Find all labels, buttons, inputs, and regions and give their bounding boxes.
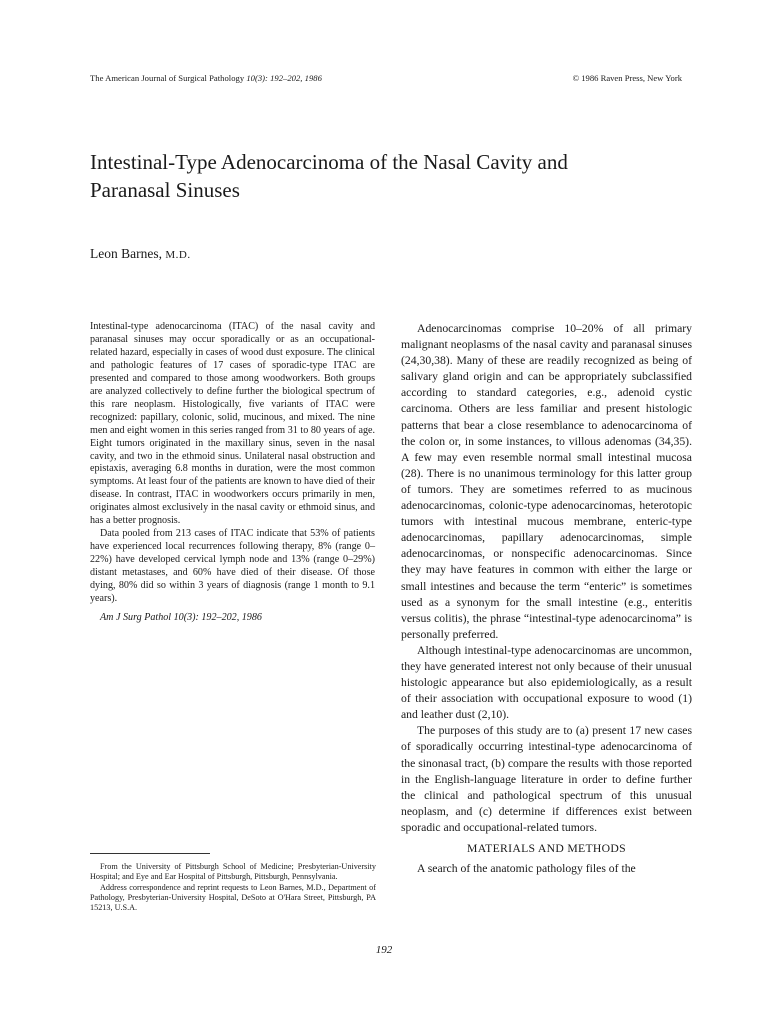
author-degree: M.D. xyxy=(165,249,191,261)
page-number: 192 xyxy=(375,944,393,956)
section-heading: MATERIALS AND METHODS xyxy=(467,842,626,855)
abstract xyxy=(90,321,375,625)
footnote-affiliation: From the University of Pittsburgh School of Medicine; Presbyterian-University Hospital; and Eye and Ear Hospital of Pittsburgh, Pittsburgh, Pennsylvania. xyxy=(90,862,376,882)
running-header-journal xyxy=(90,73,322,83)
body-paragraph: A search of the anatomic pathology files of the xyxy=(417,862,636,876)
body-paragraph: The purposes of this study are to (a) present 17 new cases of sporadically occurring intestinal-type adenocarcinoma of the sinonasal tract, (b) compare the results with those reported in the English-language literature in order to define further the clinical and pathological spectrum of this unusual neoplasm, and (c) determine if differences exist between sporadic and occupational-related tumors. xyxy=(401,724,692,834)
body-paragraph: Adenocarcinomas comprise 10–20% of all primary malignant neoplasms of the nasal cavity and paranasal sinuses (24,30,38). Many of these are readily recognized as being of salivary gland origin and can be appropriately subclassified according to standard categories, e.g., adenoid cystic carcinoma. Others are less familiar and present histologic patterns that bear a close resemblance to adenocarcinoma of the colon or, in some instances, to villous adenomas (34,35). A few may even resemble normal small intestinal mucosa (28). There is no unanimous terminology for this latter group of tumors. They are sometimes referred to as mucinous adenocarcinomas, colonic-type adenocarcinomas, heterotopic tumors with intestinal mucous membrane, enteric-type adenocarcinomas, papillary adenocarcinomas, simple adenocarcinomas, or nonspecific adenocarcinomas. Since they may have features in common with either the large or small intestines and because the term “enteric” is sometimes used as a synonym for the small intestine (e.g., enteritis versus colitis), the phrase “intestinal-type adenocarcinoma” is personally preferred. xyxy=(401,322,692,641)
article-title: Intestinal-Type Adenocarcinoma of the Nasal Cavity and Paranasal Sinuses xyxy=(90,150,568,202)
journal-issue: 10(3): 192–202, 1986 xyxy=(246,73,322,83)
body-paragraph: Although intestinal-type adenocarcinomas are uncommon, they have generated interest not only because of their unusual histologic appearance but also epidemiologically, as a result of their association with occupational exposure to wood (1) and leather dust (2,10). xyxy=(401,643,692,722)
footnote-correspondence: Address correspondence and reprint requests to Leon Barnes, M.D., Department of Pathology, Presbyterian-University Hospital, DeSoto at O'Hara Street, Pittsburgh, PA 15213, U.S.A. xyxy=(90,882,376,913)
author-name: Leon Barnes, xyxy=(90,246,162,261)
copyright-notice: © 1986 Raven Press, New York xyxy=(572,73,682,83)
footnote-divider xyxy=(90,853,210,854)
abstract-citation: Am J Surg Pathol 10(3): 192–202, 1986 xyxy=(100,611,262,623)
footnotes xyxy=(90,862,376,913)
journal-name: The American Journal of Surgical Pathology xyxy=(90,73,245,83)
abstract-paragraph: Intestinal-type adenocarcinoma (ITAC) of the nasal cavity and paranasal sinuses may occur sporadically or as an occupational-related hazard, especially in cases of wood dust exposure. The clinical and pathologic features of 17 cases of sporadic-type ITAC are presented and compared to those among woodworkers. Both groups are analyzed collectively to define further the biological spectrum of this rare neoplasm. Histologically, five variants of ITAC were recognized: papillary, colonic, solid, mucinous, and mixed. The nine men and eight women in this series ranged from 31 to 80 years of age. Eight tumors originated in the maxillary sinus, seven in the nasal cavity, and two in the ethmoid sinus. Unilateral nasal obstruction and epistaxis, averaging 6.8 months in duration, were the most common symptoms. At least four of the patients are known to have died of their disease. In contrast, ITAC in woodworkers occurs primarily in men, originates almost exclusively in the nasal cavity or ethmoid sinus, and has a better prognosis. xyxy=(90,321,375,527)
body-text-column xyxy=(401,321,692,877)
abstract-paragraph: Data pooled from 213 cases of ITAC indicate that 53% of patients have experienced local recurrences following therapy, 8% (range 0–22%) have developed cervical lymph node and 13% (range 0–29%) distant metastases, and 60% have died of their disease. Of those dying, 80% did so within 3 years of diagnosis (range 1 month to 9.1 years). xyxy=(90,528,375,605)
author-line xyxy=(90,246,191,262)
